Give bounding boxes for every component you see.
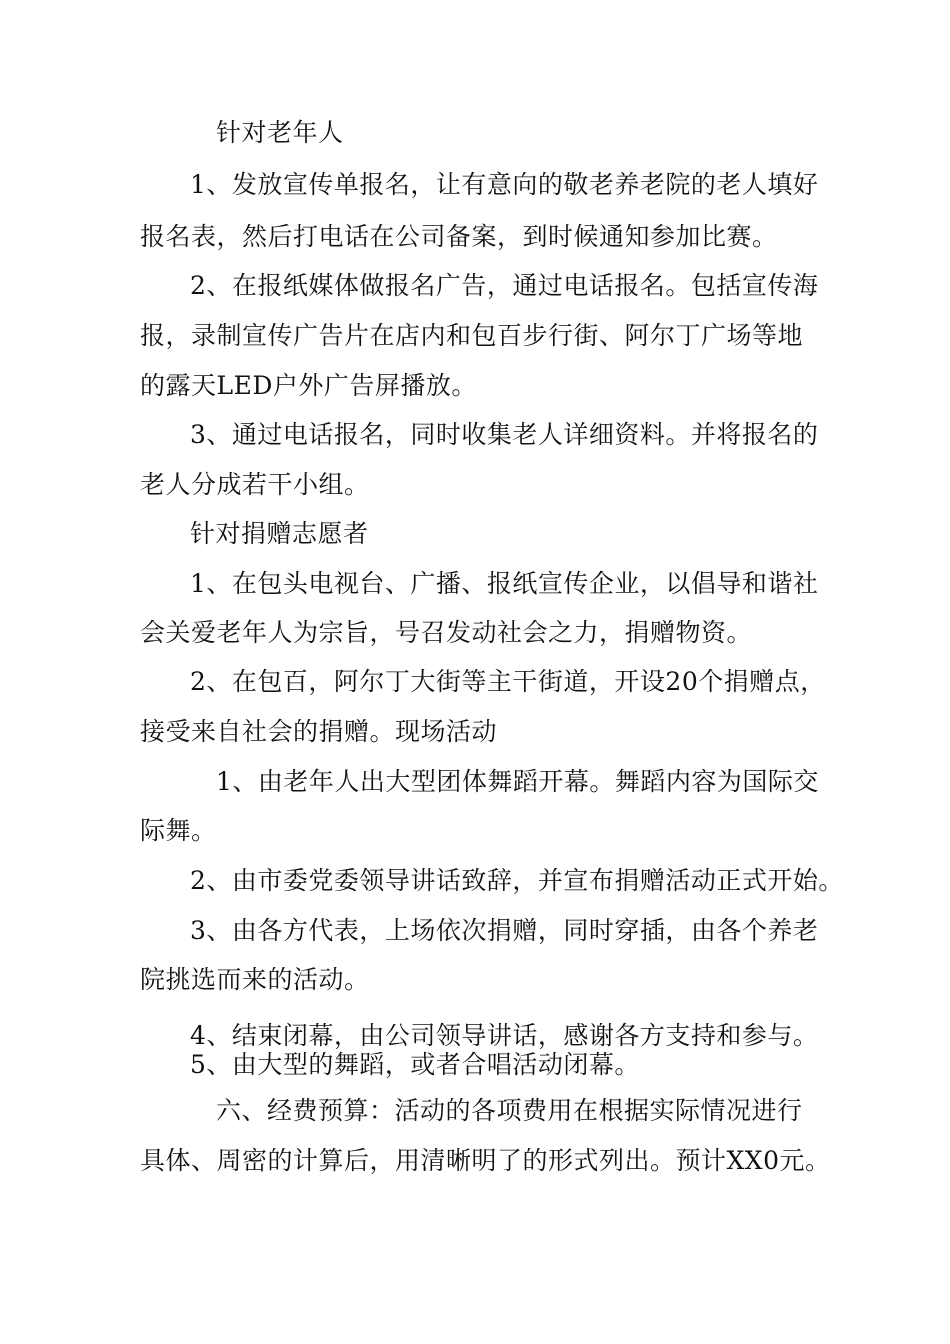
paragraph-line: 2、在包百，阿尔丁大街等主干街道，开设20个捐赠点， xyxy=(190,667,826,696)
paragraph-line: 4、结束闭幕，由公司领导讲话，感谢各方支持和参与。 xyxy=(190,1021,819,1050)
paragraph-line: 接受来自社会的捐赠。现场活动 xyxy=(140,717,498,746)
paragraph-line: 老人分成若干小组。 xyxy=(140,470,370,499)
paragraph-line: 报名表，然后打电话在公司备案，到时候通知参加比赛。 xyxy=(140,222,778,251)
paragraph-line: 3、通过电话报名，同时收集老人详细资料。并将报名的 xyxy=(190,420,819,449)
paragraph-line: 具体、周密的计算后，用清晰明了的形式列出。预计XX0元。 xyxy=(140,1146,831,1175)
paragraph-line: 院挑选而来的活动。 xyxy=(140,965,370,994)
section-heading-donation-volunteers: 针对捐赠志愿者 xyxy=(190,519,369,548)
paragraph-line: 报，录制宣传广告片在店内和包百步行街、阿尔丁广场等地 xyxy=(140,321,804,350)
budget-heading-line: 六、经费预算：活动的各项费用在根据实际情况进行 xyxy=(216,1096,803,1125)
paragraph-line: 3、由各方代表，上场依次捐赠，同时穿插，由各个养老 xyxy=(190,916,819,945)
paragraph-line: 1、由老年人出大型团体舞蹈开幕。舞蹈内容为国际交 xyxy=(216,767,819,796)
paragraph-line: 2、由市委党委领导讲话致辞，并宣布捐赠活动正式开始。 xyxy=(190,866,844,895)
paragraph-line: 2、在报纸媒体做报名广告，通过电话报名。包括宣传海 xyxy=(190,271,819,300)
paragraph-line: 会关爱老年人为宗旨，号召发动社会之力，捐赠物资。 xyxy=(140,618,753,647)
paragraph-line: 1、在包头电视台、广播、报纸宣传企业，以倡导和谐社 xyxy=(190,569,819,598)
paragraph-line: 的露天LED户外广告屏播放。 xyxy=(140,371,477,400)
paragraph-line: 1、发放宣传单报名，让有意向的敬老养老院的老人填好 xyxy=(190,170,819,199)
paragraph-line: 际舞。 xyxy=(140,816,217,845)
section-heading-elderly: 针对老年人 xyxy=(216,118,344,147)
paragraph-line: 5、由大型的舞蹈，或者合唱活动闭幕。 xyxy=(190,1050,640,1079)
